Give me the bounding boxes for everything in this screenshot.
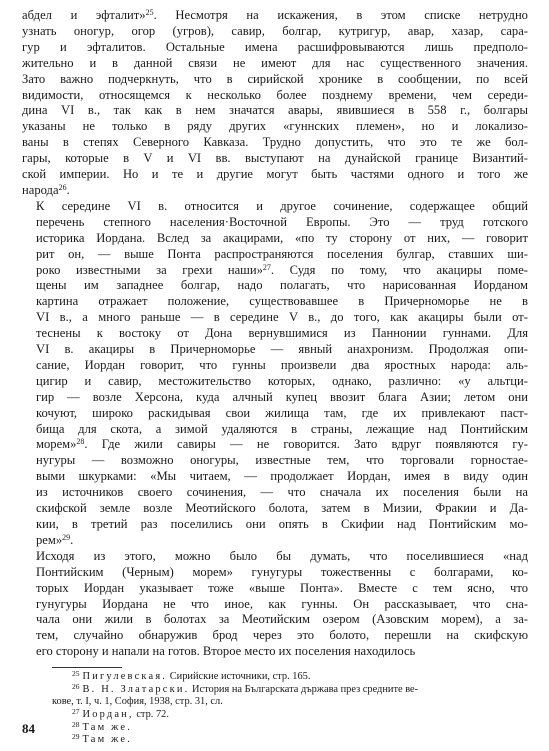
text-line: кочуют, широко раскидывая свои жилища там, где их привлекают паст- — [36, 405, 528, 420]
text-line: ской империи. Но и те и другие могут быть частями одного и того же — [22, 167, 528, 182]
footnote-text: Сирийские источники, стр. 165. — [167, 671, 311, 683]
text-line: торых Иордан указывает тоже «выше Понта». Вместе с тем ясно, что — [36, 580, 528, 595]
paragraph — [22, 549, 528, 660]
text-line: К середине VI в. относится и другое сочинение, содержащее общий — [36, 198, 528, 213]
text-line: узнать оногур, огор (угров), савир, болгар, кутригур, авар, хазар, сара- — [22, 23, 528, 38]
footnote-ref: 28 — [76, 437, 85, 447]
paragraph — [22, 199, 528, 549]
text-line: щены им западнее болгар, надо полагать, что нарисованная Иорданом — [36, 278, 528, 293]
text-line: Зато важно подчеркнуть, что в сирийской хронике в сообщении, по всей — [22, 71, 528, 86]
footnote — [22, 671, 528, 684]
footnote-ref: 25 — [145, 8, 154, 17]
text-line: бища для скота, а зимой удаляются в страны, лежащие над Понтийским — [36, 421, 528, 436]
text-line: тем, случайно обнаружив брод через это болото, перешли на скифскую — [36, 628, 528, 643]
footnote-number: 26 — [72, 681, 80, 691]
footnote-author: Иордан, — [82, 708, 134, 720]
footnote-author: Там же. — [82, 721, 133, 733]
text-line: перечень степного населения·Восточной Европы. Это — труд готского — [36, 214, 528, 229]
text-line: его сторону и напали на готов. Второе место их поселения находилось — [36, 644, 416, 659]
text-line: видимости, относящемся к несколько более позднему времени, чем середи- — [22, 87, 528, 102]
text-line: Исходя из этого, можно было бы думать, что поселившиеся «над — [36, 548, 528, 563]
text-line: ваны в степях Северного Кавказа. Трудно допустить, что это те же бол- — [22, 135, 528, 150]
text-line: Понтийским (Черным) морем» гунугуры тожественны с болгарами, ко- — [36, 564, 528, 579]
text-line: гунугуры Иордана не что иное, как гунны. Он рассказывает, что сна- — [36, 596, 528, 611]
paragraph — [22, 8, 528, 199]
text-line: абдел и эфталит»$^{25}$. Несмотря на искажения, в этом списке нетрудно — [22, 8, 528, 22]
text-line: скифской земле возле Меотийского болота, затем в Мизии, Фракии и Да- — [36, 501, 528, 516]
text-line: VI в., а много раньше — в середине V в., до того, как акациры были от- — [36, 310, 528, 325]
text-line: VI в. акациры в Причерноморье — явный анахронизм. Продолжая опи- — [36, 342, 528, 357]
footnote-text: стр. 72. — [133, 708, 169, 720]
footnote-number: 28 — [72, 719, 80, 729]
footnote-rule — [52, 667, 122, 668]
text-line: гары, которые в V и VI вв. выступают на дунайской границе Византий- — [22, 151, 528, 166]
text-line: картина отражает положение, существовавшее в Причерноморье не в — [36, 294, 528, 309]
footnote-text: История на Българската държава през средните ве- — [189, 683, 419, 695]
main-text — [22, 8, 528, 660]
footnotes — [22, 671, 528, 747]
footnote-ref: 27 — [262, 262, 271, 272]
text-line: цигир и савир, местожительство которых, однако, различно: «у альтци- — [36, 373, 528, 388]
footnote — [22, 681, 528, 697]
text-line: жительно и в данной связи не имеют для нас существенного значения. — [22, 55, 528, 70]
text-line: историка Иордана. Вслед за акацирами, «по ту сторону от них, — говорит — [36, 230, 528, 245]
text-line: рем»$^{29}$. — [36, 532, 74, 547]
text-line: сание, Иордан говорит, что гунны произвели два яростных народа: аль- — [36, 357, 528, 372]
text-line: дина VI в., так как в нем значатся авары, явившиеся в 558 г., болгары — [22, 103, 528, 118]
text-line: указаны не только в ряду других «гуннских племен», но и локализо- — [22, 119, 528, 134]
footnote-author: Там же. — [82, 734, 133, 746]
text-line: рит он, — выше Понта распространяются поселения булгар, ставших ши- — [36, 246, 528, 261]
footnote-number: 27 — [72, 706, 80, 716]
footnote — [22, 719, 528, 735]
text-line: теснены к востоку от Дона вернувшимися из Паннонии гуннами. Для — [36, 326, 528, 341]
text-line: народа$^{26}$. — [22, 182, 70, 197]
text-line: роко известными за грехи наши»$^{27}$. Судя по тому, что акациры поме- — [36, 262, 528, 277]
footnote — [22, 696, 528, 709]
text-line: из источников своего сочинения, — что сначала их поселения были на — [36, 485, 528, 500]
footnote-author: В. Н. Златарски. — [82, 683, 190, 695]
text-line: морем»$^{28}$. Где жили савиры — не говорится. Зато вдруг появляются гу- — [36, 437, 528, 452]
text-line: гир — возле Херсона, куда алчный купец ввозит блага Азии; летом они — [36, 389, 528, 404]
text-line: кии, в третий раз поселились они опять в Скифии над Понтийским мо- — [36, 517, 528, 531]
footnote-ref: 29 — [62, 532, 71, 542]
text-line: выми шкурками: «Мы читаем, — продолжает Иордан, имея в виду один — [36, 469, 528, 484]
footnote-author: Пигулевская. — [82, 671, 168, 683]
page-body — [22, 8, 528, 747]
footnote-text: кове, т. I, ч. 1, София, 1938, стр. 31, сл. — [52, 696, 223, 708]
footnote-number: 25 — [72, 669, 80, 679]
footnote-ref: 26 — [58, 182, 67, 192]
footnote — [22, 734, 528, 747]
text-line: чала они жили в болотах за Меотийским озером (Азовским морем), а за- — [36, 612, 528, 627]
page-number: 84 — [22, 721, 35, 736]
text-line: нугуры — возможно оногуры, известные тем, что торговали горностае- — [36, 453, 528, 468]
footnote — [22, 706, 528, 722]
text-line: гур и эфталитов. Остальные имена расшифровываются лишь предполо- — [22, 39, 528, 54]
footnote-number: 29 — [72, 732, 80, 742]
